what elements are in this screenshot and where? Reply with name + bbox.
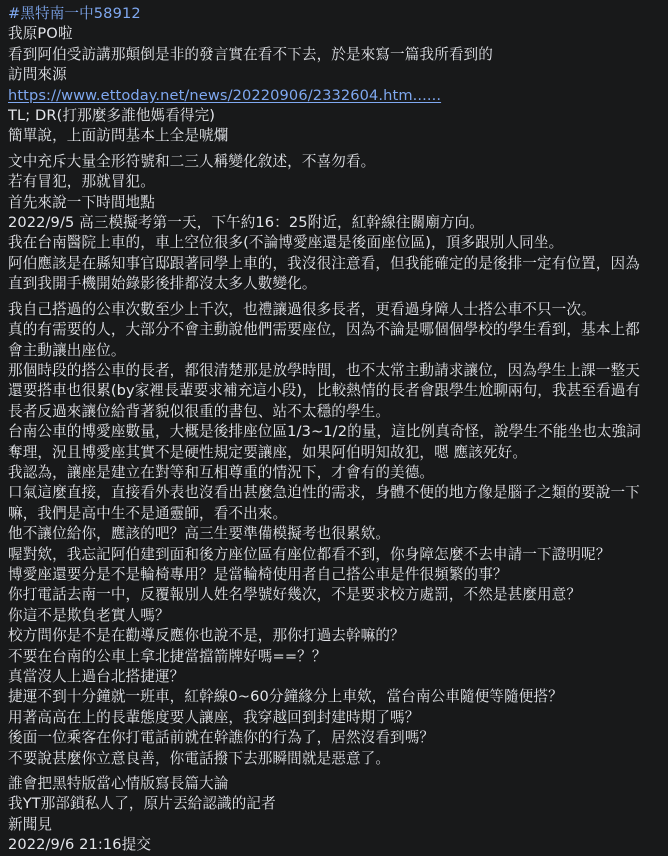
paragraph-line: 若有冒犯，那就冒犯。 xyxy=(8,173,155,191)
paragraph-line: 不要說甚麼你立意良善，你電話撥下去那瞬間就是惡意了。 xyxy=(8,749,391,767)
tldr-line: TL; DR(打那麼多誰他媽看得完) xyxy=(8,107,216,125)
paragraph-line: 會主動讓出座位。 xyxy=(8,341,126,359)
paragraph-line: 文中充斥大量全形符號和二三人稱變化敘述，不喜勿看。 xyxy=(8,152,376,170)
paragraph-line: 我認為，讓座是建立在對等和互相尊重的情況下，才會有的美德。 xyxy=(8,463,435,481)
paragraph-line: 還要搭車也很累(by家裡長輩要求補充這小段)，比較熱情的長者會跟學生尬聊兩句，我甚至看過有 xyxy=(8,382,641,400)
paragraph-line: 口氣這麼直接，直接看外表也沒看出甚麼急迫性的需求，身體不便的地方像是腦子之類的要說一下 xyxy=(8,484,640,502)
intro-line: 我原PO啦 xyxy=(8,25,73,43)
intro-line: 訪問來源 xyxy=(8,66,67,84)
paragraph-line: 喔對欸，我忘記阿伯建到面和後方座位區有座位都看不到，你身障怎麼不去申請一下證明呢？ xyxy=(8,545,611,563)
paragraph-line: 首先來說一下時間地點 xyxy=(8,193,155,211)
paragraph-line: 奪理，況且博愛座其實不是硬性規定要讓座，如果阿伯明知故犯，嗯 應該死好。 xyxy=(8,443,528,461)
paragraph-line: 真的有需要的人，大部分不會主動說他們需要座位，因為不論是哪個個學校的學生看到，基本上都 xyxy=(8,321,640,339)
source-url-link[interactable]: https://www.ettoday.net/news/20220906/2332604.htm...... xyxy=(8,86,442,104)
paragraph-line: 我自己搭過的公車次數至少上千次，也禮讓過很多長者，更看過身障人士搭公車不只一次。 xyxy=(8,300,596,318)
submission-timestamp: 2022/9/6 21:16提交 xyxy=(8,836,152,854)
outro-line: 新聞見 xyxy=(8,815,53,833)
paragraph-line: 那個時段的搭公車的長者，都很清楚那是放學時間，也不太常主動請求讓位，因為學生上課一整天 xyxy=(8,361,640,379)
paragraph-line: 嘛，我們是高中生不是通靈師，看不出來。 xyxy=(8,504,288,522)
intro-line: 看到阿伯受訪講那顛倒是非的發言實在看不下去，於是來寫一篇我所看到的 xyxy=(8,45,493,63)
paragraph-line: 真當沒人上過台北搭捷運？ xyxy=(8,668,185,685)
paragraph-line: 阿伯應該是在縣知事官邸跟著同學上車的，我沒很注意看，但我能確定的是後排一定有位置，因為 xyxy=(8,254,640,272)
paragraph-line: 直到我開手機開始錄影後排都沒太多人數變化。 xyxy=(8,275,317,293)
outro-line: 我YT那部鎖私人了，原片丟給認識的記者 xyxy=(8,795,276,813)
paragraph-line: 2022/9/5 高三模擬考第一天，下午約16：25附近，紅幹線往關廟方向。 xyxy=(8,214,484,232)
paragraph-line: 你這不是欺負老實人嗎？ xyxy=(8,606,170,624)
paragraph-line: 用著高高在上的長輩態度要人讓座，我穿越回到封建時期了嗎？ xyxy=(8,708,420,726)
outro-line: 誰會把黑特版當心情版寫長篇大論 xyxy=(8,775,229,793)
paragraph-line: 他不讓位給你，應該的吧？高三生要準備模擬考也很累欸。 xyxy=(8,525,391,543)
paragraph-line: 校方問你是不是在勸導反應你也說不是，那你打過去幹嘛的？ xyxy=(8,627,405,645)
paragraph-line: 捷運不到十分鐘就一班車，紅幹線0~60分鐘緣分上車欸，當台南公車隨便等隨便搭？ xyxy=(8,688,563,706)
paragraph-line: 博愛座還要分是不是輪椅專用？是當輪椅使用者自己搭公車是件很頻繁的事？ xyxy=(8,565,508,583)
paragraph-line: 後面一位乘客在你打電話前就在幹譙你的行為了，居然沒看到嗎？ xyxy=(8,729,435,747)
tldr-line: 簡單說，上面訪問基本上全是唬爛 xyxy=(8,127,229,145)
paragraph-line: 不要在台南的公車上拿北捷當擋箭牌好嗎==？？ xyxy=(8,647,327,665)
paragraph-line: 你打電話去南一中，反覆報別人姓名學號好幾次，不是要求校方處罰，不然是甚麼用意？ xyxy=(8,586,582,604)
paragraph-line: 我在台南醫院上車的，車上空位很多(不論博愛座還是後面座位區)，頂多跟別人同坐。 xyxy=(8,234,564,252)
paragraph-line: 長者反過來讓位給背著貌似很重的書包、站不太穩的學生。 xyxy=(8,402,391,420)
hashtag-link[interactable]: #黑特南一中58912 xyxy=(8,5,141,22)
paragraph-line: 台南公車的博愛座數量，大概是後排座位區1/3~1/2的量，這比例真奇怪，說學生不能坐也太強詞 xyxy=(8,423,641,441)
